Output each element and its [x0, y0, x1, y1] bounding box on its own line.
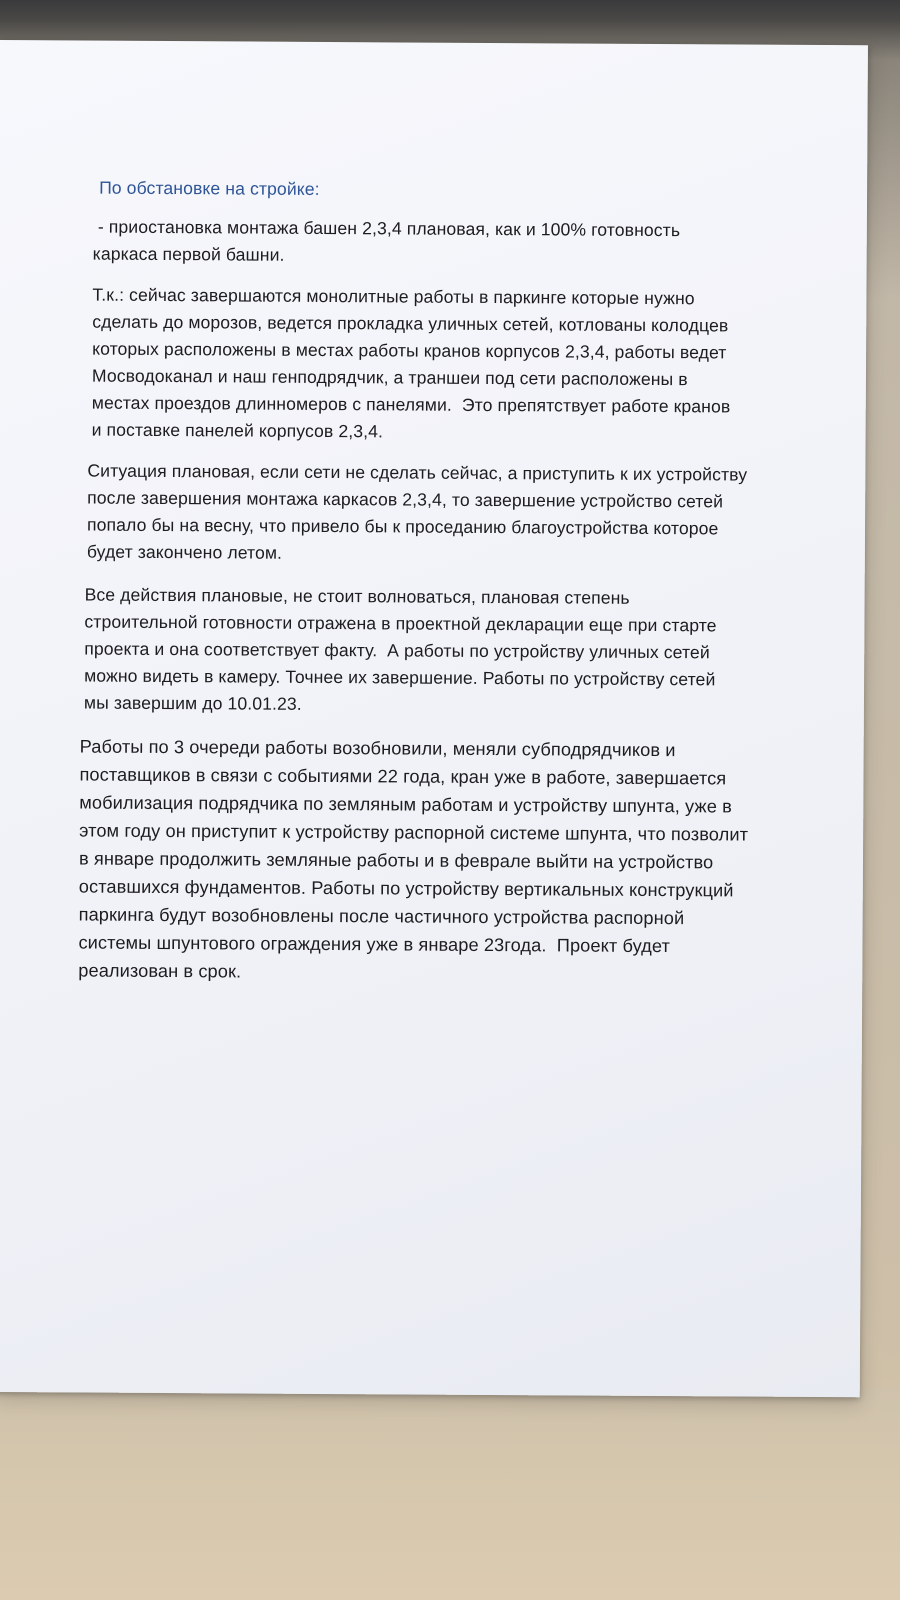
paragraph-4 [84, 582, 837, 722]
desk-surface [0, 1388, 900, 1600]
paragraph-1 [93, 214, 839, 273]
paragraph-line: проекта и она соответствует факту. А работы по устройству уличных сетей [84, 638, 710, 663]
paragraph-line: паркинга будут возобновлены после частичного устройства распорной [78, 904, 685, 929]
paragraph-line: местах проездов длинномеров с панелями. Это препятствует работе кранов [91, 392, 731, 417]
paragraph-line: Ситуация плановая, если сети не сделать сейчас, а приступить к их устройству [87, 460, 748, 485]
paragraph-line: которых расположены в местах работы кранов корпусов 2,3,4, работы ведет [92, 338, 727, 363]
document-body [74, 160, 839, 999]
paragraph-line: строительной готовности отражена в проектной декларации еще при старте [84, 611, 717, 636]
paragraph-line: можно видеть в камеру. Точнее их завершение. Работы по устройству сетей [84, 665, 716, 690]
paragraph-2 [92, 282, 839, 449]
paragraph-line: попало бы на весну, что привело бы к проседанию благоустройства которое [86, 514, 719, 539]
paragraph-line: Работы по 3 очереди работы возобновили, меняли субподрядчиков и [79, 736, 676, 761]
paragraph-line: оставшихся фундаментов. Работы по устройству вертикальных конструкций [78, 876, 734, 901]
paragraph-line: сделать до морозов, ведется прокладка уличных сетей, котлованы колодцев [92, 311, 729, 336]
paragraph-line: и поставке панелей корпусов 2,3,4. [91, 419, 384, 442]
paragraph-line: Т.к.: сейчас завершаются монолитные работы в паркинге которые нужно [92, 284, 695, 309]
paragraph-line: Все действия плановые, не стоит волноваться, плановая степень [84, 584, 630, 608]
paragraph-line: поставщиков в связи с событиями 22 года, кран уже в работе, завершается [79, 764, 727, 789]
paragraph-5 [78, 733, 836, 990]
paragraph-line: реализован в срок. [78, 960, 242, 982]
paragraph-line: этом году он приступит к устройству распорной системе шпунта, что позволит [79, 820, 749, 845]
paragraph-line: каркаса первой башни. [92, 243, 285, 265]
paragraph-line: Мосводоканал и наш генподрядчик, а траншеи под сети расположены в [91, 365, 688, 390]
paragraph-line: будет закончено летом. [86, 541, 283, 563]
paper-sheet [0, 40, 868, 1397]
paragraph-line: в январе продолжить земляные работы и в феврале выйти на устройство [78, 848, 714, 873]
document-heading: По обстановке на стройке: [99, 177, 320, 199]
paragraph-line: после завершения монтажа каркасов 2,3,4, то завершение устройство сетей [87, 487, 724, 512]
paragraph-line: мобилизация подрядчика по земляным работам и устройству шпунта, уже в [79, 792, 732, 817]
paragraph-line: - приостановка монтажа башен 2,3,4 плановая, как и 100% готовность [92, 216, 681, 241]
paragraph-3 [87, 458, 838, 571]
paragraph-line: мы завершим до 10.01.23. [83, 692, 302, 714]
paragraph-line: системы шпунтового ограждения уже в январе 23года. Проект будет [78, 932, 671, 957]
